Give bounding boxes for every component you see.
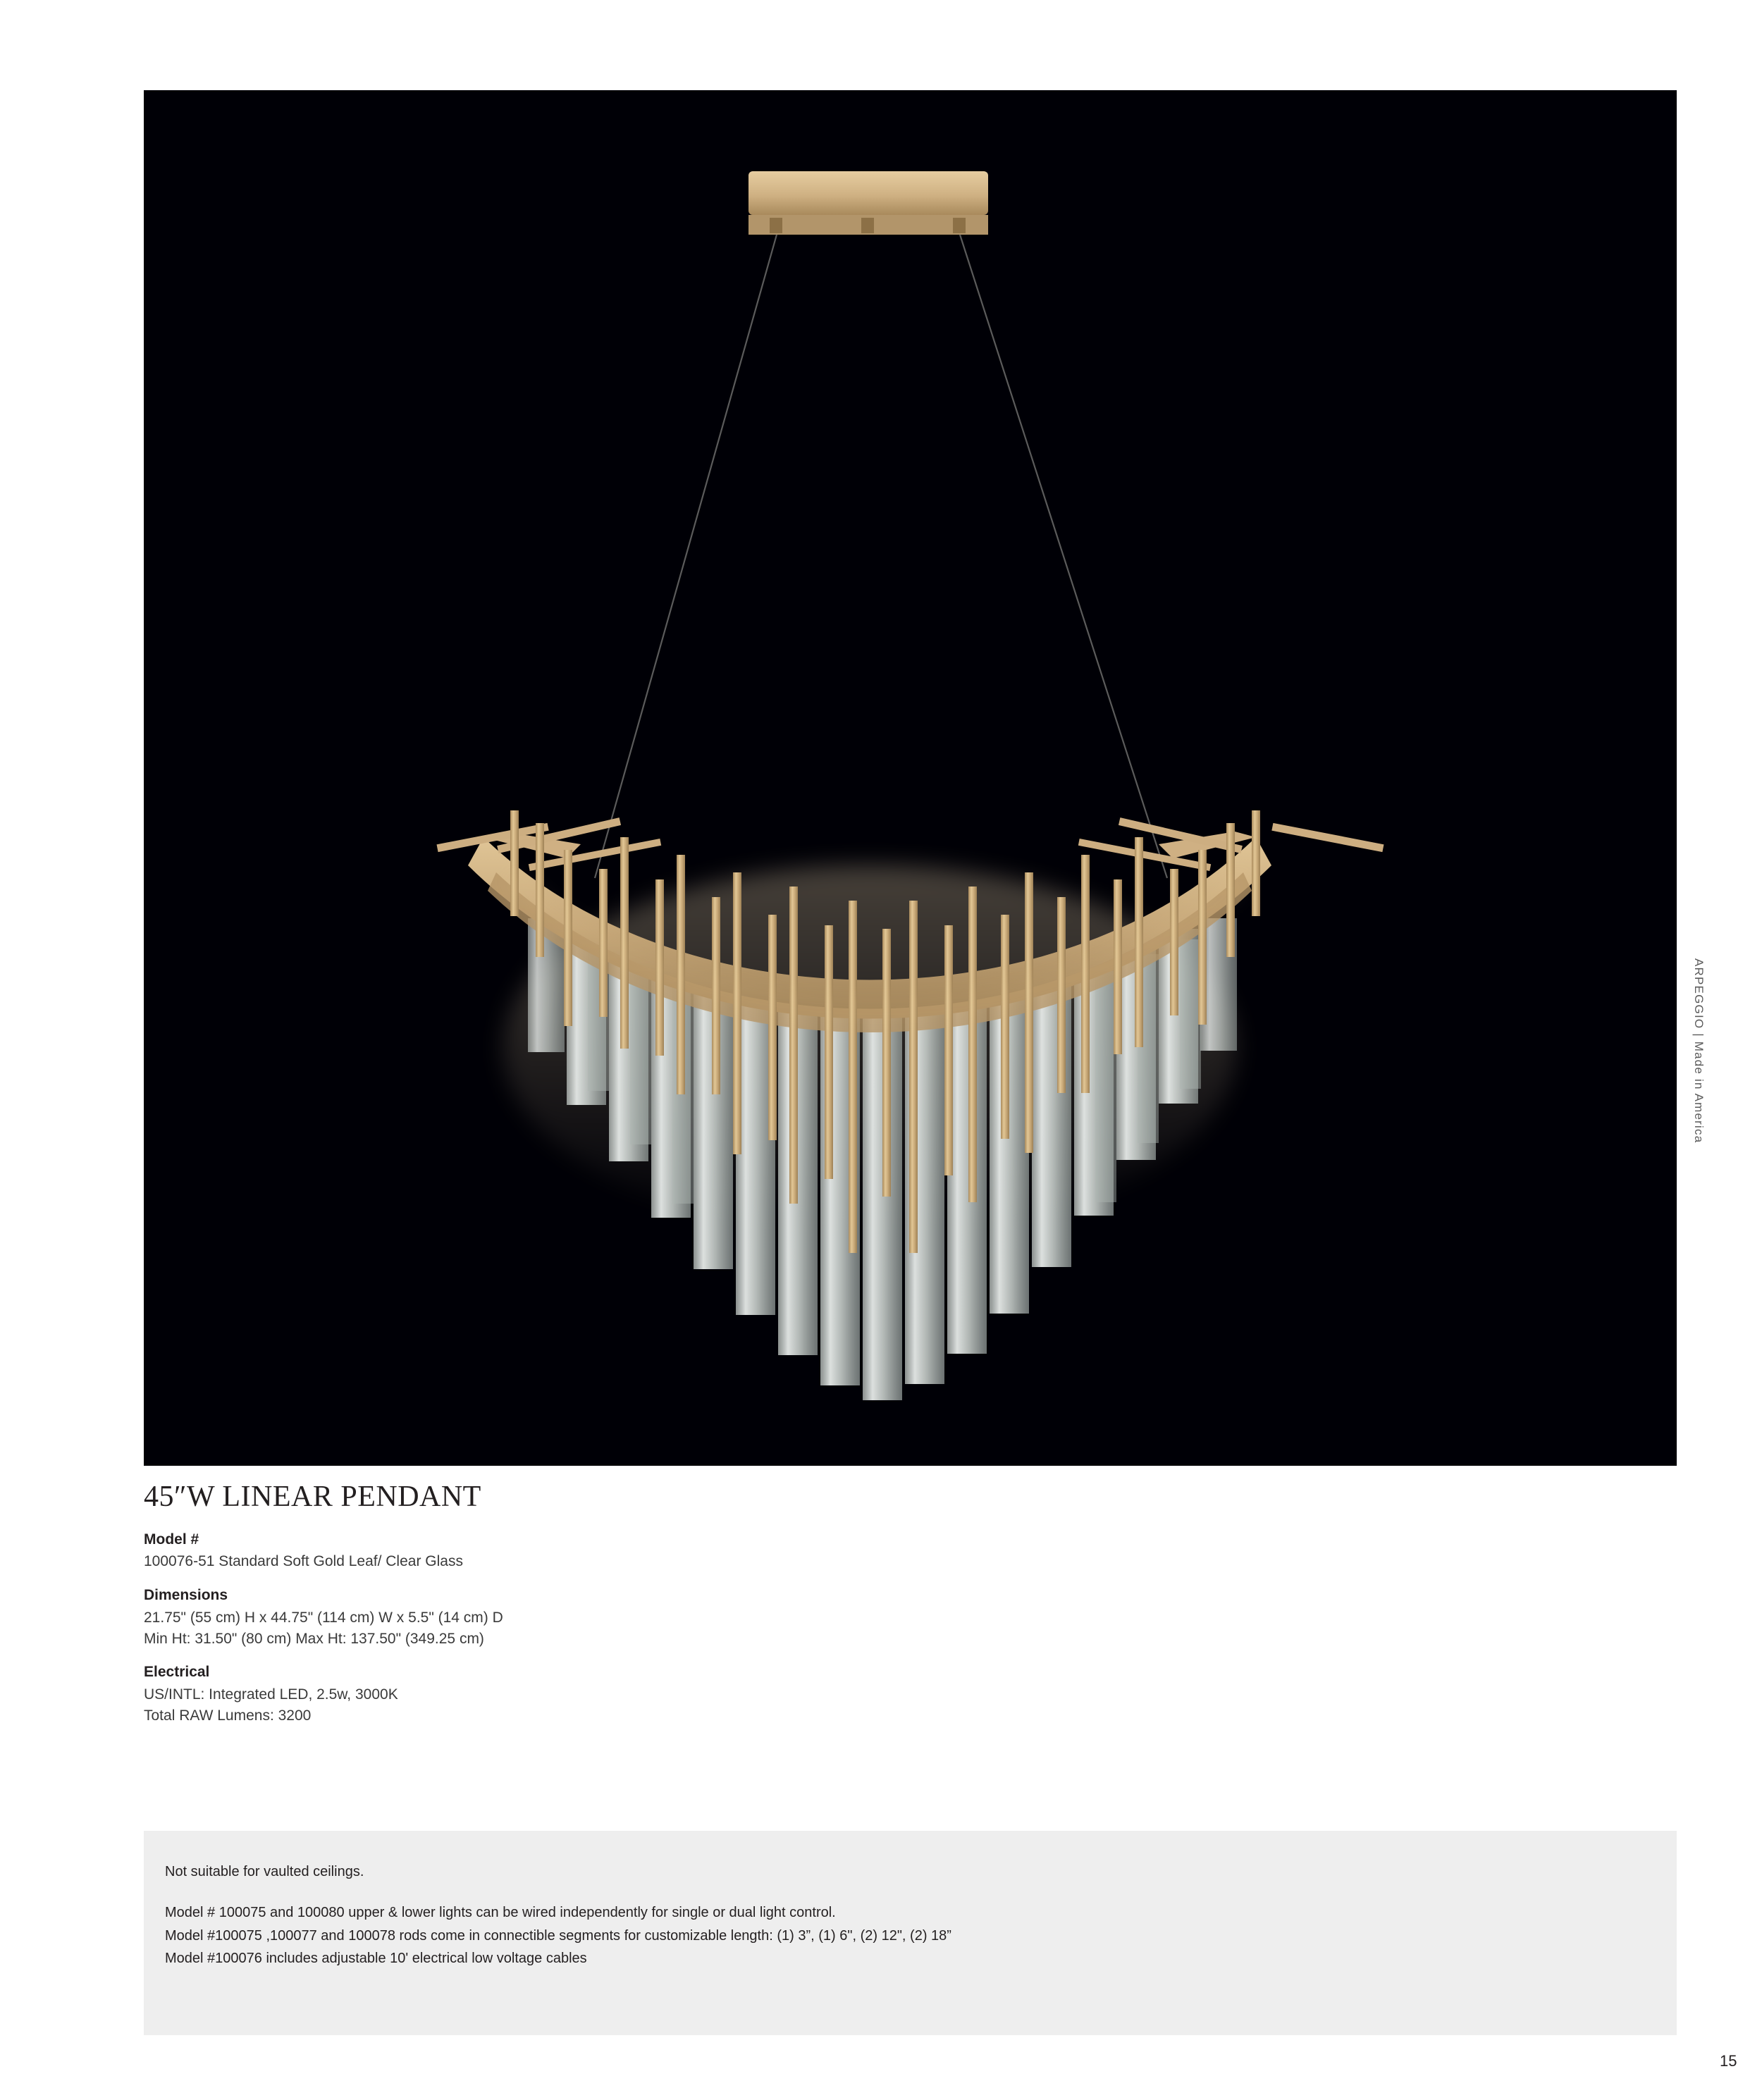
dimensions-label: Dimensions: [144, 1587, 228, 1604]
page-title: 45″W LINEAR PENDANT: [144, 1481, 481, 1513]
note-line-2: Model # 100075 and 100080 upper & lower lights can be wired independently for single or dual light control.: [165, 1905, 836, 1921]
dimensions-line-1: 21.75" (55 cm) H x 44.75" (114 cm) W x 5.5" (14 cm) D: [144, 1609, 503, 1626]
electrical-label: Electrical: [144, 1664, 210, 1681]
model-group: [144, 1529, 1130, 1572]
notes-box: [144, 1831, 1677, 2035]
note-line-4: Model #100076 includes adjustable 10' electrical low voltage cables: [165, 1951, 587, 1967]
note-line-3: Model #100075 ,100077 and 100078 rods come in connectible segments for customizable length: (1) 3”, (1) 6", (2) 12", (2) 18”: [165, 1927, 951, 1944]
dimensions-group: [144, 1585, 1130, 1649]
electrical-line-1: US/INTL: Integrated LED, 2.5w, 3000K: [144, 1686, 398, 1703]
product-spec-block: [144, 1480, 1130, 1738]
electrical-group: [144, 1662, 1130, 1726]
electrical-line-2: Total RAW Lumens: 3200: [144, 1707, 312, 1724]
suspension-cables: [595, 235, 1167, 878]
model-value: 100076-51 Standard Soft Gold Leaf/ Clear Glass: [144, 1553, 463, 1570]
page-number: 15: [1720, 2052, 1737, 2070]
arpeggio-linear-pendant-illustration: [144, 90, 1677, 1466]
model-label: Model #: [144, 1531, 199, 1548]
dimensions-line-2: Min Ht: 31.50" (80 cm) Max Ht: 137.50" (349.25 cm): [144, 1630, 484, 1647]
note-line-1: Not suitable for vaulted ceilings.: [165, 1864, 364, 1879]
note-spacer: [165, 1883, 1677, 1901]
product-photo-panel: [144, 90, 1677, 1466]
collection-side-label: ARPEGGIO | Made in America: [1692, 958, 1706, 1144]
canopy: [748, 171, 988, 235]
